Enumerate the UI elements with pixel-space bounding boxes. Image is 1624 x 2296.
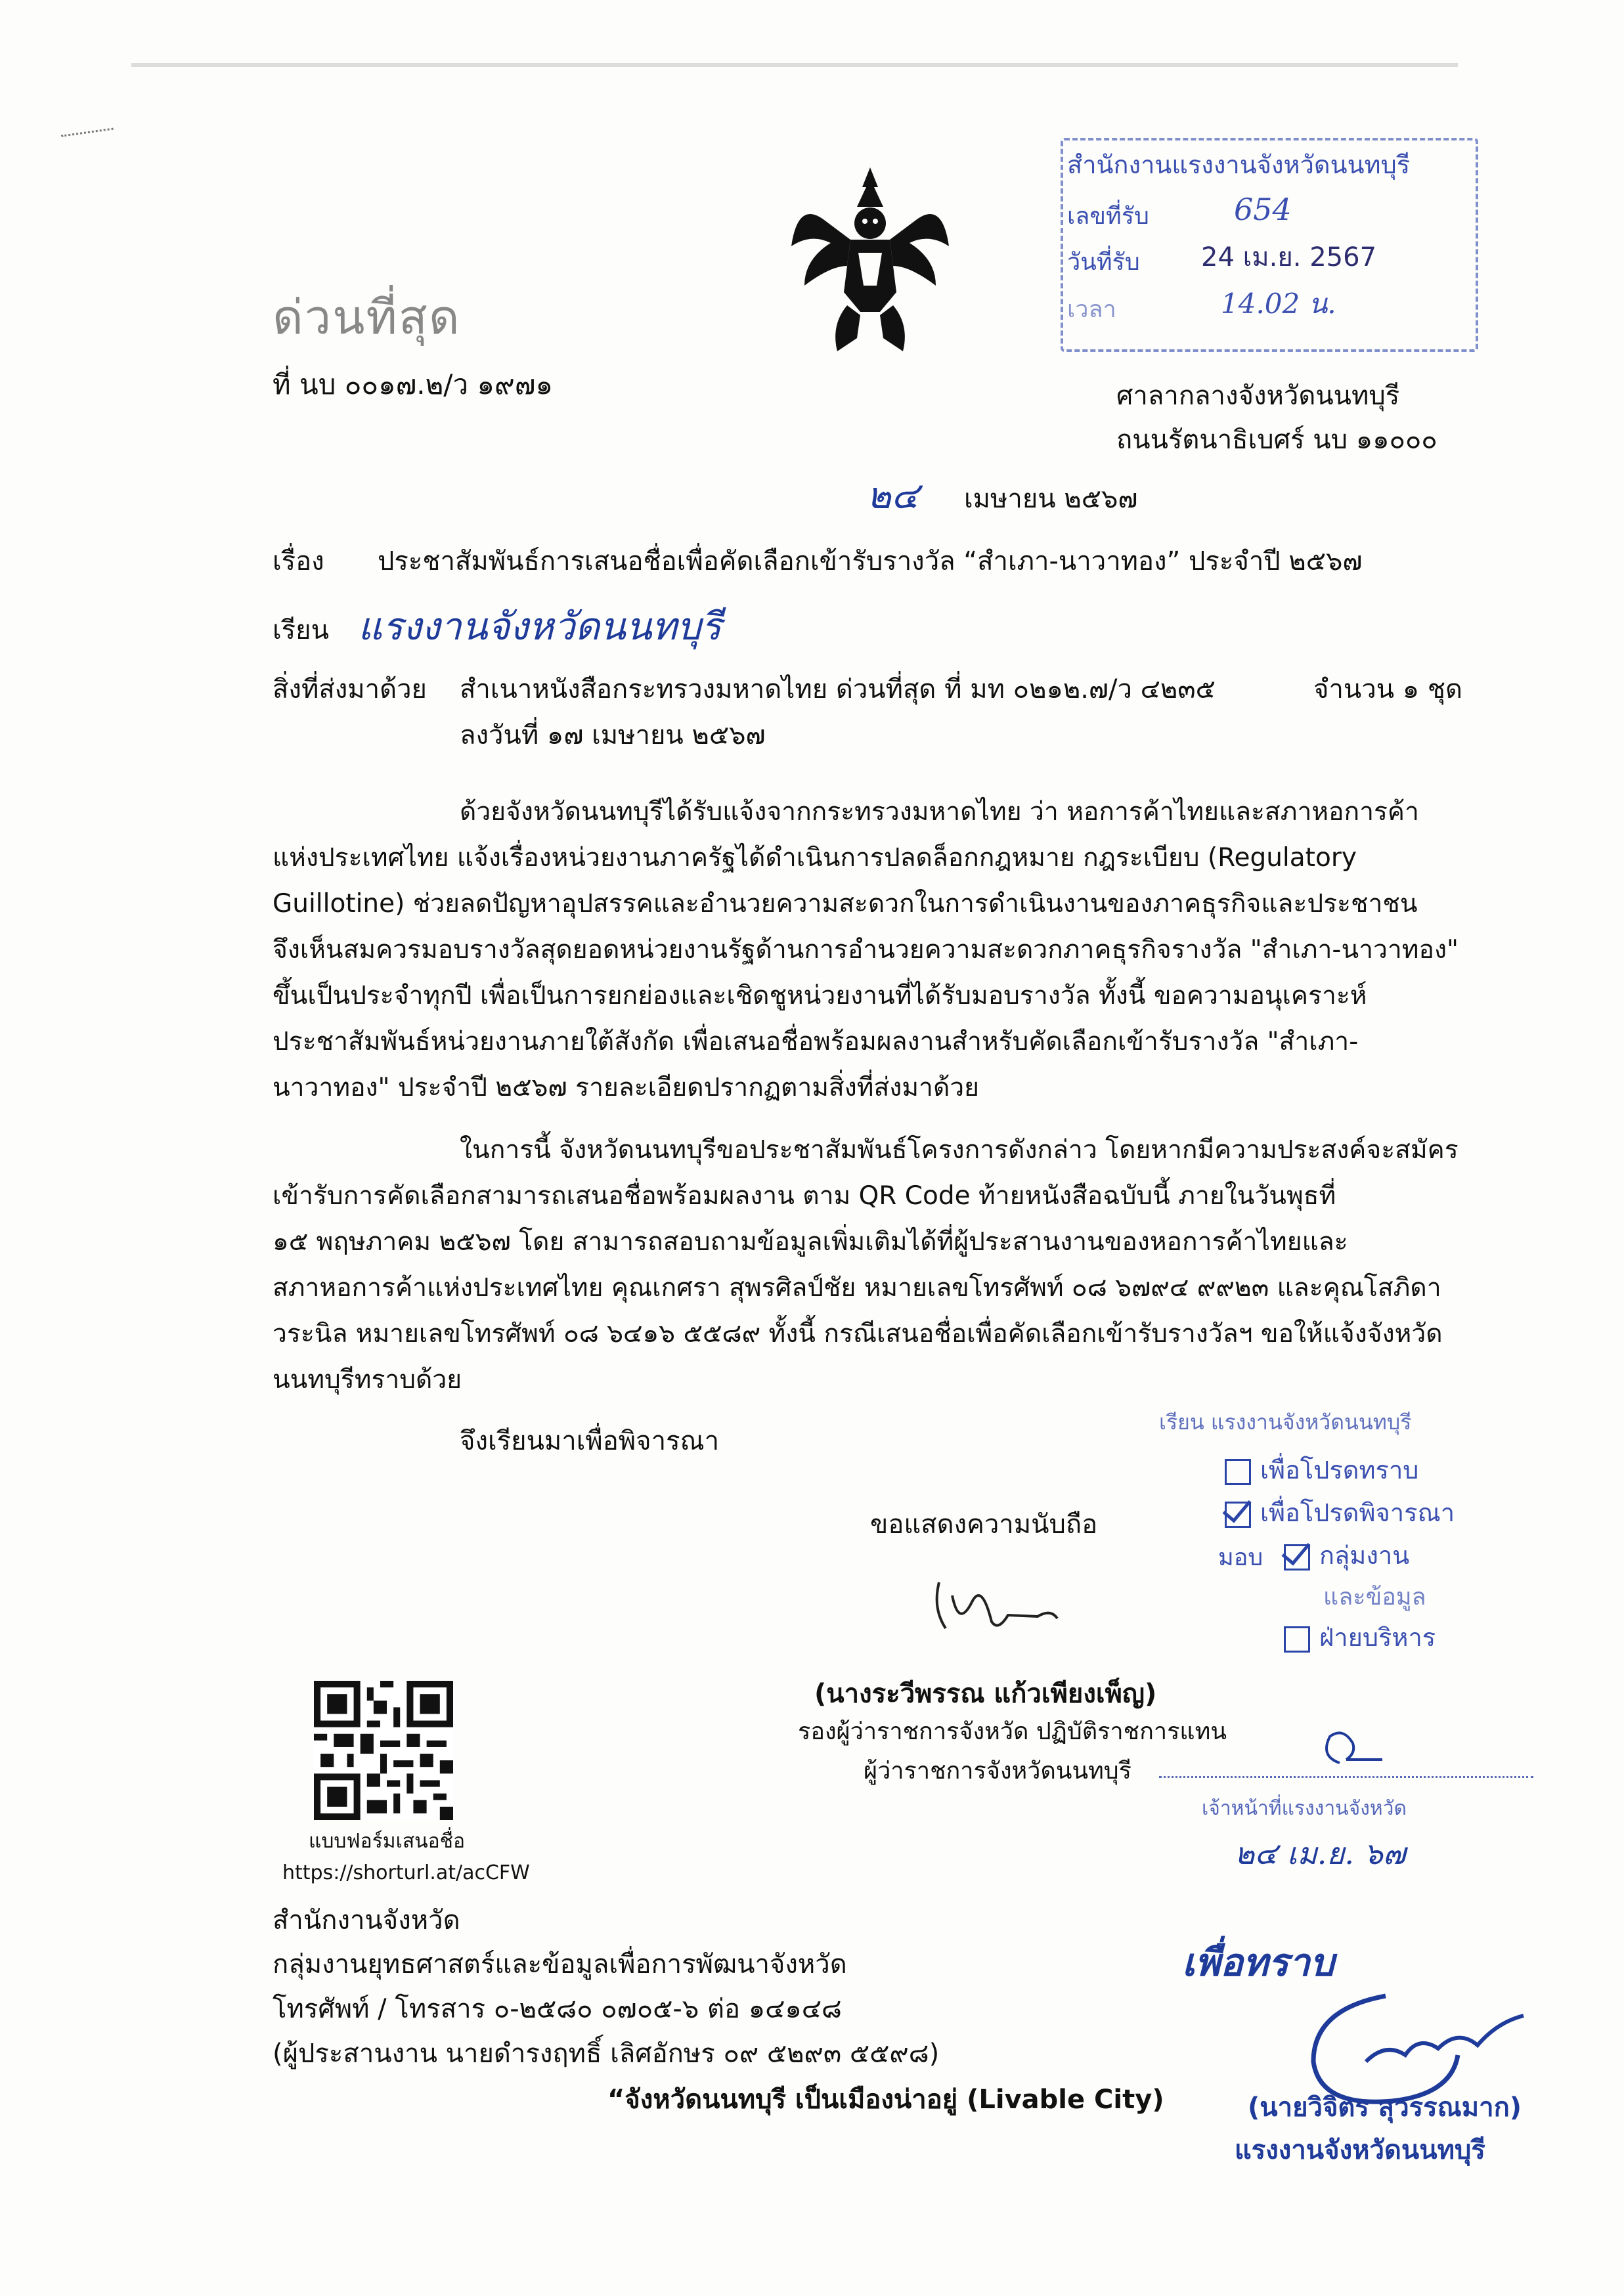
- routing-to: เรียน แรงงานจังหวัดนนทบุรี: [1159, 1410, 1412, 1435]
- paragraph-2-line: วระนิล หมายเลขโทรศัพท์ ๐๘ ๖๔๑๖ ๕๕๘๙ ทั้งนี้ กรณีเสนอชื่อเพื่อคัดเลือกเข้ารับรางวัลฯ ขอให้แจ้งจังหวัด: [273, 1319, 1443, 1349]
- receipt-stamp-date: 24 เม.ย. 2567: [1201, 242, 1377, 272]
- scan-edge-line: [131, 63, 1458, 67]
- paragraph-1-line: แห่งประเทศไทย แจ้งเรื่องหน่วยงานภาครัฐได้ดำเนินการปลดล็อกกฎหมาย กฎระเบียบ (Regulatory: [273, 843, 1357, 873]
- subject-text: ประชาสัมพันธ์การเสนอชื่อเพื่อคัดเลือกเข้ารับรางวัล “สำเภา-นาวาทอง” ประจำปี ๒๕๖๗: [378, 546, 1363, 576]
- sender-address-line-2: ถนนรัตนาธิเบศร์ นบ ๑๑๐๐๐: [1116, 425, 1437, 455]
- receipt-stamp-office: สำนักงานแรงงานจังหวัดนนทบุรี: [1067, 150, 1411, 179]
- paragraph-1-line: จึงเห็นสมควรมอบรางวัลสุดยอดหน่วยงานรัฐด้านการอำนวยความสะดวกภาคธุรกิจรางวัล "สำเภา-นาวาทอง": [273, 935, 1459, 964]
- recipient-label: เรียน: [273, 615, 329, 645]
- enclosure-line-1: สำเนาหนังสือกระทรวงมหาดไทย ด่วนที่สุด ที่ มท ๐๒๑๒.๗/ว ๔๒๓๕: [460, 674, 1216, 704]
- routing-checkbox-4[interactable]: [1284, 1626, 1310, 1653]
- scan-mark: [61, 128, 116, 157]
- signer-name: (นางระวีพรรณ แก้วเพียงเพ็ญ): [814, 1679, 1157, 1709]
- handwritten-note: เพื่อทราบ: [1182, 1940, 1334, 1985]
- subject-label: เรื่อง: [273, 546, 324, 576]
- paragraph-2-line: ๑๕ พฤษภาคม ๒๕๖๗ โดย สามารถสอบถามข้อมูลเพิ่มเติมได้ที่ผู้ประสานงานของหอการค้าไทยและ: [273, 1227, 1348, 1257]
- routing-option-3b: และข้อมูล: [1323, 1584, 1426, 1611]
- signature-icon: [919, 1569, 1064, 1641]
- receipt-stamp-number: 654: [1234, 192, 1292, 227]
- paragraph-2-line: สภาหอการค้าแห่งประเทศไทย คุณเกศรา สุพรศิลป์ชัย หมายเลขโทรศัพท์ ๐๘ ๖๗๙๔ ๙๙๒๓ และคุณโสภิดา: [273, 1273, 1441, 1303]
- document-number: ที่ นบ ๐๐๑๗.๒/ว ๑๙๗๑: [273, 368, 554, 401]
- paragraph-2-line: ในการนี้ จังหวัดนนทบุรีขอประชาสัมพันธ์โครงการดังกล่าว โดยหากมีความประสงค์จะสมัคร: [460, 1135, 1459, 1165]
- paragraph-1-line: ประชาสัมพันธ์หน่วยงานภายใต้สังกัด เพื่อเสนอชื่อพร้อมผลงานสำหรับคัดเลือกเข้ารับรางวัล "สำเภา-: [273, 1027, 1359, 1056]
- approver-title: แรงงานจังหวัดนนทบุรี: [1235, 2135, 1485, 2165]
- receipt-stamp-time: 14.02 น.: [1221, 288, 1336, 320]
- enclosure-label: สิ่งที่ส่งมาด้วย: [273, 674, 427, 704]
- routing-option-3-label: กลุ่มงาน: [1319, 1541, 1410, 1570]
- date-day-handwritten: ๒๔: [867, 475, 919, 517]
- routing-checkbox-1[interactable]: [1225, 1459, 1251, 1485]
- routing-option-4-label: ฝ่ายบริหาร: [1319, 1623, 1436, 1652]
- recipient-handwritten: แรงงานจังหวัดนนทบุรี: [358, 604, 722, 649]
- routing-option-3: [1284, 1543, 1409, 1570]
- routing-officer: เจ้าหน้าที่แรงงานจังหวัด: [1202, 1797, 1407, 1820]
- paragraph-1-line: ด้วยจังหวัดนนทบุรีได้รับแจ้งจากกระทรวงมหาดไทย ว่า หอการค้าไทยและสภาหอการค้า: [460, 797, 1419, 827]
- receipt-stamp-time-label: เวลา: [1067, 296, 1116, 323]
- receipt-stamp-date-label: วันที่รับ: [1067, 249, 1140, 276]
- signer-title-1: รองผู้ว่าราชการจังหวัด ปฏิบัติราชการแทน: [798, 1718, 1227, 1745]
- date-month-year: เมษายน ๒๕๖๗: [964, 484, 1138, 514]
- paragraph-1-line: นาวาทอง" ประจำปี ๒๕๖๗ รายละเอียดปรากฏตามสิ่งที่ส่งมาด้วย: [273, 1073, 980, 1102]
- routing-checkbox-3-checked[interactable]: [1284, 1544, 1310, 1570]
- routing-option-2-label: เพื่อโปรดพิจารณา: [1260, 1498, 1455, 1527]
- urgency-label: ด่วนที่สุด: [273, 290, 461, 345]
- paragraph-2-line: เข้ารับการคัดเลือกสามารถเสนอชื่อพร้อมผลงาน ตาม QR Code ท้ายหนังสือฉบับนี้ ภายในวันพุธที่: [273, 1181, 1336, 1211]
- regards-line: ขอแสดงความนับถือ: [870, 1509, 1098, 1540]
- footer-division: กลุ่มงานยุทธศาสตร์และข้อมูลเพื่อการพัฒนาจังหวัด: [273, 1949, 847, 1980]
- closing-line: จึงเรียนมาเพื่อพิจารณา: [460, 1426, 720, 1456]
- approver-name: (นายวิจิตร สุวรรณมาก): [1248, 2092, 1522, 2123]
- footer-slogan: “จังหวัดนนทบุรี เป็นเมืองน่าอยู่ (Livable City): [607, 2085, 1164, 2115]
- paragraph-1-line: Guillotine) ช่วยลดปัญหาอุปสรรคและอำนวยความสะดวกในการดำเนินงานของภาคธุรกิจและประชาชน: [273, 889, 1418, 919]
- enclosure-quantity: จำนวน ๑ ชุด: [1313, 674, 1462, 704]
- footer-coordinator: (ผู้ประสานงาน นายดำรงฤทธิ์ เลิศอักษร ๐๙ ๕๒๙๓ ๕๕๙๘): [273, 2039, 940, 2069]
- paragraph-1-line: ขึ้นเป็นประจำทุกปี เพื่อเป็นการยกย่องและเชิดชูหน่วยงานที่ได้รับมอบรางวัล ทั้งนี้ ขอความอนุเคราะห์: [273, 981, 1367, 1010]
- routing-checkbox-2-checked[interactable]: [1225, 1502, 1251, 1528]
- sender-address-line-1: ศาลากลางจังหวัดนนทบุรี: [1116, 381, 1400, 411]
- routing-initial-icon: [1307, 1723, 1386, 1769]
- qr-caption: แบบฟอร์มเสนอชื่อ: [309, 1830, 466, 1853]
- footer-phone: โทรศัพท์ / โทรสาร ๐-๒๕๘๐ ๐๗๐๕-๖ ต่อ ๑๔๑๔๘: [273, 1994, 842, 2024]
- qr-code-icon: [314, 1681, 453, 1820]
- enclosure-line-2: ลงวันที่ ๑๗ เมษายน ๒๕๖๗: [460, 720, 766, 750]
- routing-option-4: [1284, 1625, 1436, 1653]
- routing-option-2: [1225, 1500, 1455, 1528]
- receipt-stamp-number-label: เลขที่รับ: [1067, 203, 1149, 230]
- routing-option-1: [1225, 1458, 1418, 1485]
- footer-office: สำนักงานจังหวัด: [273, 1905, 460, 1936]
- garuda-emblem-icon: [785, 161, 955, 358]
- paragraph-2-line: นนทบุรีทราบด้วย: [273, 1365, 462, 1395]
- routing-stamp: [1146, 1405, 1540, 1714]
- signer-title-2: ผู้ว่าราชการจังหวัดนนทบุรี: [864, 1758, 1131, 1785]
- routing-option-1-label: เพื่อโปรดทราบ: [1260, 1456, 1419, 1484]
- receipt-stamp: [1061, 138, 1478, 352]
- routing-dotted-line: [1159, 1776, 1533, 1778]
- routing-date: ๒๔ เม.ย. ๖๗: [1235, 1836, 1406, 1871]
- qr-url[interactable]: https://shorturl.at/acCFW: [282, 1861, 530, 1884]
- routing-assign-label: มอบ: [1218, 1544, 1263, 1571]
